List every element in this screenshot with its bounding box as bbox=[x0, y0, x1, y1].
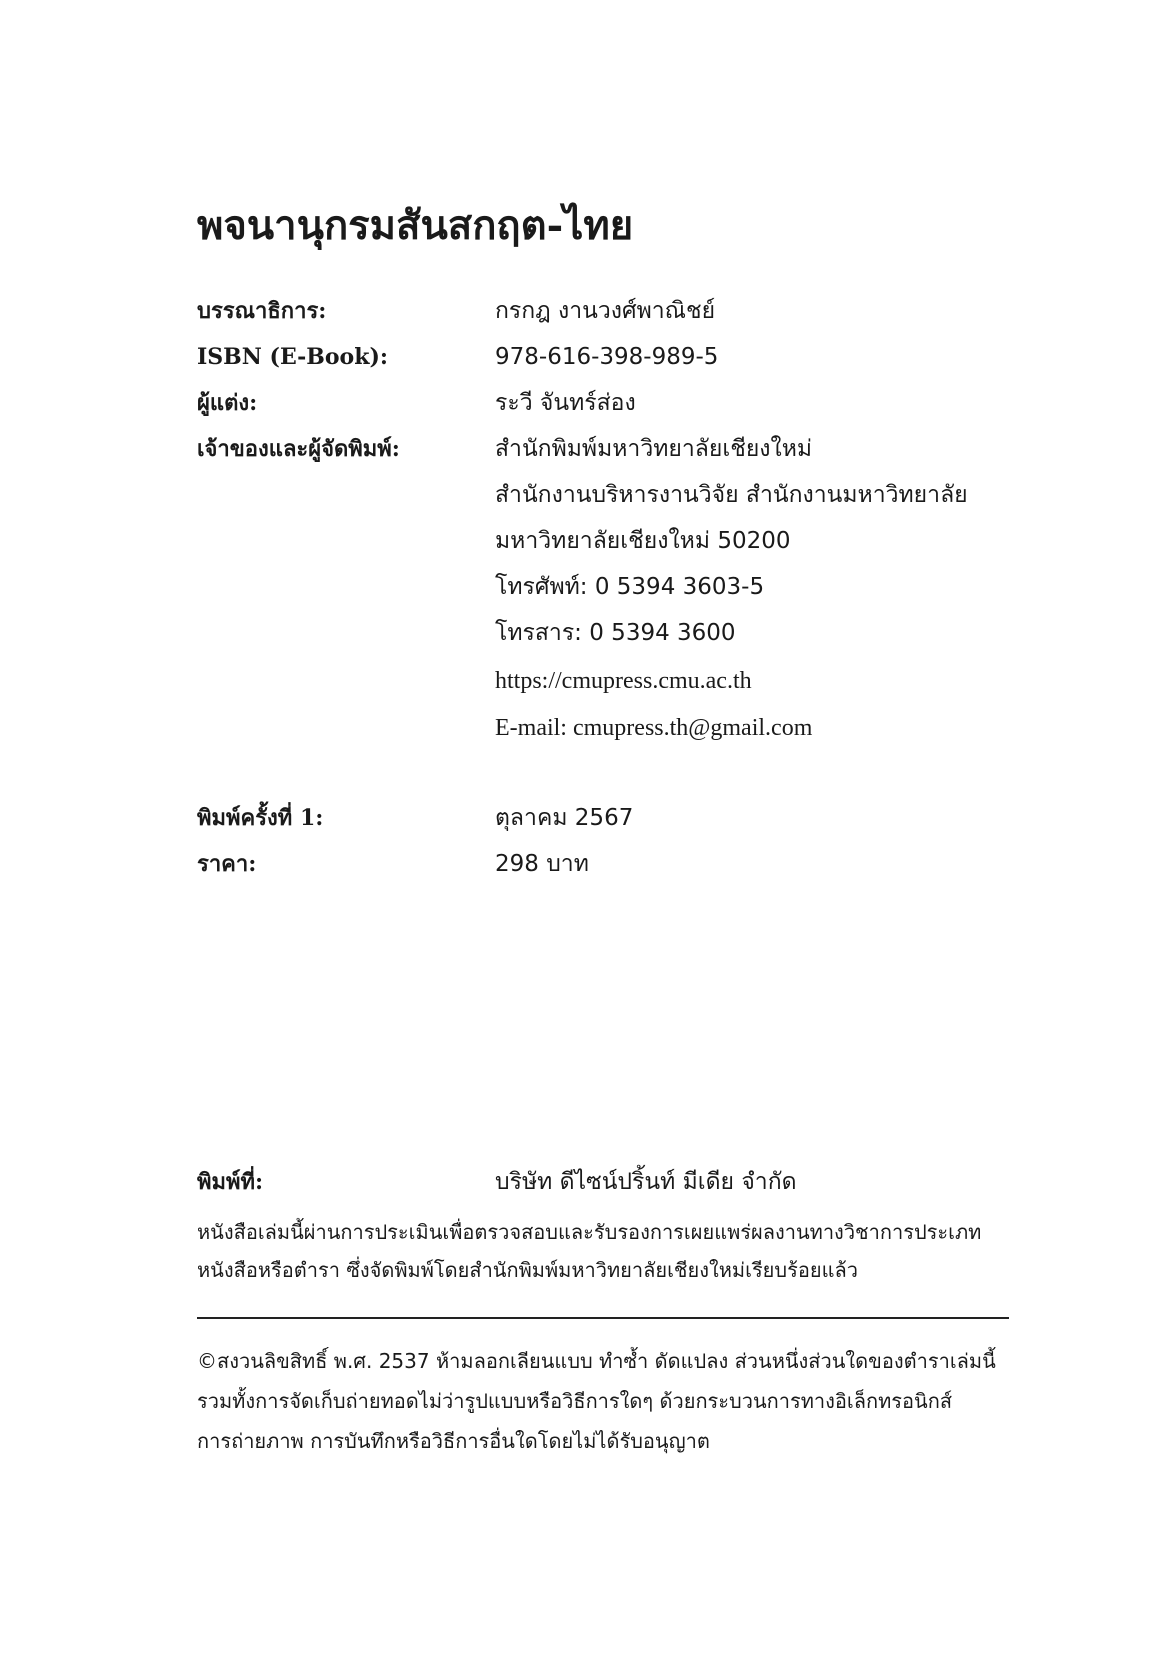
editor-label: บรรณาธิการ: bbox=[197, 298, 327, 324]
book-title: พจนานุกรมสันสกฤต-ไทย bbox=[197, 202, 634, 249]
evaluation-note-line: หนังสือหรือตำรา ซึ่งจัดพิมพ์โดยสำนักพิมพ์มหาวิทยาลัยเชียงใหม่เรียบร้อยแล้ว bbox=[197, 1258, 858, 1282]
publisher-city: มหาวิทยาลัยเชียงใหม่ 50200 bbox=[495, 528, 791, 554]
price-value: 298 บาท bbox=[495, 851, 589, 877]
publisher-phone: โทรศัพท์: 0 5394 3603-5 bbox=[495, 574, 765, 600]
evaluation-note bbox=[197, 1213, 1017, 1289]
isbn-label: ISBN (E-Book): bbox=[197, 344, 388, 370]
printer-label: พิมพ์ที่: bbox=[197, 1169, 264, 1195]
edition-value: ตุลาคม 2567 bbox=[495, 805, 634, 831]
editor-value: กรกฎ งานวงศ์พาณิชย์ bbox=[495, 298, 716, 324]
copyright-line: ©สงวนลิขสิทธิ์ พ.ศ. 2537 ห้ามลอกเลียนแบบ ทำซ้ำ ดัดแปลง ส่วนหนึ่งส่วนใดของตำราเล่มนี้ bbox=[197, 1349, 996, 1373]
publisher-name: สำนักพิมพ์มหาวิทยาลัยเชียงใหม่ bbox=[495, 436, 813, 462]
publisher-website: https://cmupress.cmu.ac.th bbox=[495, 668, 752, 694]
copyright-line: การถ่ายภาพ การบันทึกหรือวิธีการอื่นใดโดยไม่ได้รับอนุญาต bbox=[197, 1429, 710, 1453]
price-label: ราคา: bbox=[197, 851, 257, 877]
author-label: ผู้แต่ง: bbox=[197, 390, 258, 416]
evaluation-note-line: หนังสือเล่มนี้ผ่านการประเมินเพื่อตรวจสอบและรับรองการเผยแพร่ผลงานทางวิชาการประเภท bbox=[197, 1220, 982, 1244]
copyright-line: รวมทั้งการจัดเก็บถ่ายทอดไม่ว่ารูปแบบหรือวิธีการใดๆ ด้วยกระบวนการทางอิเล็กทรอนิกส์ bbox=[197, 1389, 953, 1413]
copyright-notice bbox=[197, 1341, 1017, 1461]
publisher-fax: โทรสาร: 0 5394 3600 bbox=[495, 620, 736, 646]
publisher-label: เจ้าของและผู้จัดพิมพ์: bbox=[197, 436, 400, 462]
printer-value: บริษัท ดีไซน์ปริ้นท์ มีเดีย จำกัด bbox=[495, 1169, 797, 1195]
publisher-email: E-mail: cmupress.th@gmail.com bbox=[495, 715, 813, 741]
isbn-value: 978-616-398-989-5 bbox=[495, 344, 719, 370]
publisher-office: สำนักงานบริหารงานวิจัย สำนักงานมหาวิทยาลัย bbox=[495, 482, 968, 508]
divider bbox=[197, 1317, 1009, 1319]
author-value: ระวี จันทร์ส่อง bbox=[495, 390, 636, 416]
edition-label: พิมพ์ครั้งที่ 1: bbox=[197, 805, 324, 831]
